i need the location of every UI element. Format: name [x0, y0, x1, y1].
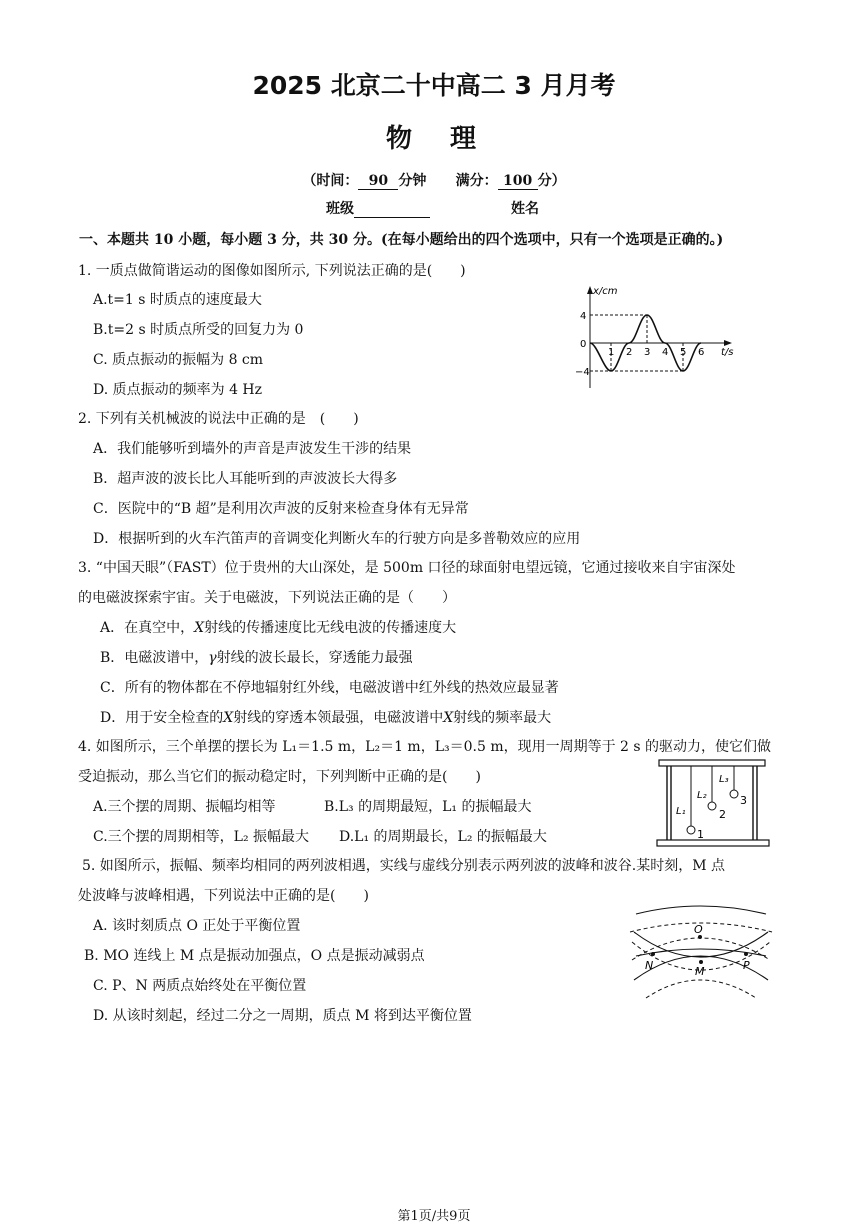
score-label: 满分：: [455, 173, 498, 189]
y-tick-4: 4: [580, 311, 587, 322]
q1-option-d: D. 质点振动的频率为 4 Hz: [93, 382, 263, 398]
x-tick-2: 2: [626, 347, 633, 358]
x-axis-label: t/s: [721, 347, 734, 358]
q2-stem: 2. 下列有关机械波的说法中正确的是 ( ): [78, 411, 359, 427]
label-l1: L₁: [676, 806, 686, 817]
exam-info: [0, 170, 868, 190]
point-m: [699, 960, 703, 964]
q5-interference-figure: [626, 902, 774, 1004]
q5-stem-line2: 处波峰与波峰相遇，下列说法中正确的是( ): [78, 888, 369, 904]
y-tick-neg4: −4: [575, 367, 590, 378]
page-footer: 第1页/共9页: [397, 1209, 471, 1224]
q2-option-c: C．医院中的“B 超”是利用次声波的反射来检查身体有无异常: [93, 501, 469, 517]
crest-arc-top: [636, 906, 766, 914]
q3-d-var2: X: [443, 710, 454, 726]
frame-base: [657, 840, 769, 846]
q1-option-b: B.t=2 s 时质点所受的回复力为 0: [93, 322, 304, 338]
q5-stem-line1: 5. 如图所示，振幅、频率均相同的两列波相遇，实线与虚线分别表示两列波的波峰和波谷.某时刻，M 点: [82, 858, 726, 874]
x-tick-1: 1: [608, 347, 615, 358]
q3-a-post: 射线的传播速度比无线电波的传播速度大: [204, 620, 457, 636]
y-axis-label: x/cm: [593, 286, 618, 297]
x-axis-arrow: [724, 340, 732, 346]
q3-a-pre: A．在真空中，: [100, 620, 195, 636]
point-n: [651, 952, 655, 956]
q2-option-b: B．超声波的波长比人耳能听到的声波波长大得多: [93, 471, 398, 487]
score-unit: 分）: [537, 173, 566, 189]
q3-option-b: [100, 647, 413, 667]
label-1: 1: [697, 828, 704, 841]
time-value: 90: [358, 173, 398, 190]
label-3: 3: [740, 794, 747, 807]
q3-option-d: [100, 707, 551, 727]
x-tick-3: 3: [644, 347, 651, 358]
label-n: N: [645, 959, 654, 972]
pendulum-bob-3: [730, 790, 738, 798]
q2-option-a: A．我们能够听到墙外的声音是声波发生干涉的结果: [93, 441, 412, 457]
class-field: [326, 198, 430, 218]
y-tick-0: 0: [580, 339, 587, 350]
q1-option-a: A.t=1 s 时质点的速度最大: [93, 292, 262, 308]
class-blank: [354, 203, 430, 218]
point-p: [744, 952, 748, 956]
q3-option-c: C．所有的物体都在不停地辐射红外线，电磁波谱中红外线的热效应最显著: [100, 680, 559, 696]
q3-stem-line1: 3. “中国天眼”（FAST）位于贵州的大山深处，是 500m 口径的球面射电望远镜，它通过接收来自宇宙深处: [78, 560, 736, 576]
q4-stem-line1: 4. 如图所示，三个单摆的摆长为 L₁＝1.5 m，L₂＝1 m，L₃＝0.5 m，现用一周期等于 2 s 的驱动力，使它们做: [78, 739, 772, 755]
x-tick-4: 4: [662, 347, 669, 358]
q4-option-d: D.L₁ 的周期最长，L₂ 的振幅最大: [339, 829, 547, 845]
label-m: M: [695, 965, 705, 978]
q1-stem: 1. 一质点做简谐运动的图像如图所示, 下列说法正确的是( ): [78, 263, 466, 279]
q3-option-a: [100, 617, 456, 637]
x-tick-6: 6: [698, 347, 705, 358]
section-heading: 一、本题共 10 小题，每小题 3 分，共 30 分。(在每小题给出的四个选项中，只有一个选项是正确的。): [79, 232, 724, 248]
q4-pendulum-figure: [655, 758, 771, 850]
q3-d-var: X: [223, 710, 234, 726]
q5-option-d: D. 从该时刻起，经过二分之一周期，质点 M 将到达平衡位置: [93, 1008, 472, 1024]
score-value: 100: [498, 173, 538, 190]
q3-b-pre: B．电磁波谱中，: [100, 650, 209, 666]
q3-b-var: γ: [208, 650, 217, 666]
q4-option-a: A.三个摆的周期、振幅均相等: [93, 799, 276, 815]
q1-option-c: C. 质点振动的振幅为 8 cm: [93, 352, 264, 368]
class-label: 班级: [326, 201, 354, 217]
pendulum-bob-1: [687, 826, 695, 834]
q3-d-post: 射线的频率最大: [453, 710, 552, 726]
q5-option-c: C. P、N 两质点始终处在平衡位置: [93, 978, 307, 994]
name-label: 姓名: [511, 201, 539, 217]
label-o: O: [694, 923, 703, 936]
x-tick-5: 5: [680, 347, 687, 358]
q3-a-var: X: [194, 620, 205, 636]
q3-d-mid: 射线的穿透本领最强，电磁波谱中: [233, 710, 444, 726]
label-l2: L₂: [697, 790, 707, 801]
q2-option-d: D．根据听到的火车汽笛声的音调变化判断火车的行驶方向是多普勒效应的应用: [93, 531, 581, 547]
pendulum-bob-2: [708, 802, 716, 810]
q3-b-post: 射线的波长最长，穿透能力最强: [216, 650, 413, 666]
q1-sine-graph: [570, 282, 740, 392]
q4-option-b: B.L₃ 的周期最短，L₁ 的振幅最大: [324, 799, 532, 815]
q3-stem-line2: 的电磁波探索宇宙。关于电磁波，下列说法正确的是（ ）: [78, 590, 456, 606]
time-unit: 分钟: [398, 173, 427, 189]
label-p: P: [743, 959, 750, 972]
q5-option-b: B. MO 连线上 M 点是振动加强点，O 点是振动减弱点: [84, 948, 425, 964]
frame-top-bar: [659, 760, 765, 766]
q4-stem-line2: 受迫振动，那么当它们的振动稳定时，下列判断中正确的是( ): [78, 769, 481, 785]
label-l3: L₃: [719, 774, 729, 785]
q5-option-a: A. 该时刻质点 O 正处于平衡位置: [93, 918, 301, 934]
exam-title: 2025 北京二十中高二 3 月月考: [252, 71, 616, 100]
q4-option-c: C.三个摆的周期相等，L₂ 振幅最大: [93, 829, 310, 845]
trough-arc-bottom: [646, 980, 756, 998]
q3-d-pre: D．用于安全检查的: [100, 710, 224, 726]
time-label: （时间：: [302, 173, 359, 189]
label-2: 2: [719, 808, 726, 821]
subject-title: 物 理: [385, 124, 482, 154]
